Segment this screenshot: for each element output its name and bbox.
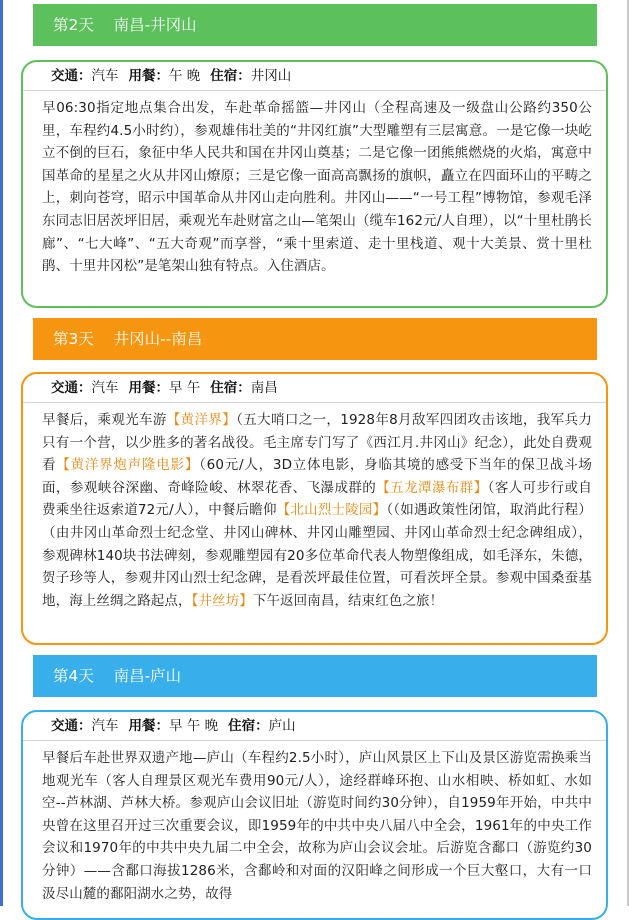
highlighted-attraction: 【黄洋界炮声隆电影】 [56,457,200,474]
description-text: （（如遇政策性闭馆，取消此行程）（由井冈山革命烈士纪念堂、井冈山碑林、井冈山雕塑园、井冈山革命烈士纪念碑组成），参观碑林140块书法碑刻，参观雕塑园有20多位革命代表人物塑像组成，如毛泽东，朱德，贺子珍等人，参观井冈山烈士纪念碑，是看茨坪最佳位置，可看茨坪全景。参观中国桑蚕基地，海上丝绸之路起点， [42,502,592,609]
description-text: 下午返回南昌，结束红色之旅！ [252,592,444,609]
day-4-header: 第4天 南昌-庐山 [33,655,597,697]
day-3-box [21,372,608,645]
day-2-box [21,60,608,308]
meals-label: 用餐： [128,718,169,734]
lodging-label: 住宿： [228,718,269,734]
page-left-edge [0,0,3,906]
transport-label: 交通： [51,68,92,84]
day-4-transport: 汽车 [91,718,119,734]
day-3-meals: 早 午 [169,380,201,396]
day-4-description [23,741,606,905]
day-2-header: 第2天 南昌-井冈山 [33,4,597,46]
day-4-lodging: 庐山 [268,718,296,734]
day-4-meta [23,712,606,741]
day-2-description [23,91,606,278]
lodging-label: 住宿： [210,380,251,396]
highlighted-attraction: 【五龙潭瀑布群】 [376,479,488,496]
description-text: 早餐后车赴世界双遗产地—庐山（车程约2.5小时），庐山风景区上下山及景区游览需换乘当地观光车（客人自理景区观光车费用90元/人），途经群峰环抱、山水相映、桥如虹、水如空--芦林湖、芦林大桥。参观庐山会议旧址（游览时间约30分钟），自1959年开始，中共中央曾在这里召开过三次重要会议，即1959年的中共中央八届八中全会，1961年的中央工作会议和1970年的中共中央九届二中全会，故称为庐山会议会址。后游览含鄱口（游览约30分钟）——含鄱口海拔1286米，含鄱岭和对面的汉阳峰之间形成一个巨大壑口，大有一口汲尽山麓的鄱阳湖水之势，故得 [42,750,592,902]
day-3-meta [23,374,606,403]
day-3-lodging: 南昌 [250,380,278,396]
description-text: （客人可步行或自费乘坐往返索道72元/人），中餐后瞻仰 [42,479,592,519]
meals-label: 用餐： [128,380,169,396]
transport-label: 交通： [51,718,92,734]
day-3-transport: 汽车 [91,380,119,396]
description-text: 早06:30指定地点集合出发，车赴革命摇篮—井冈山（全程高速及一级盘山公路约350公里，车程约4.5小时约），参观雄伟壮美的“井冈红旗”大型雕塑有三层寓意。一是它像一块屹立不倒的巨石，象征中华人民共和国在井冈山奠基；二是它像一团熊熊燃烧的火焰，寓意中国革命的星星之火从井冈山燎原；三是它像一面高高飘扬的旗帜，矗立在四面环山的平畴之上，刺向苍穹，昭示中国革命从井冈山走向胜利。井冈山——“一号工程”博物馆，参观毛泽东同志旧居茨坪旧居，乘观光车赴财富之山—笔架山（缆车162元/人自理），以“十里杜鹃长廊”、“七大峰”、“五大奇观”而享誉，“乘十里索道、走十里栈道、观十大美景、赏十里杜鹃、十里井冈松”是笔架山独有特点。入住酒店。 [42,100,592,275]
transport-label: 交通： [51,380,92,396]
meals-label: 用餐： [128,68,169,84]
day-4-box [21,710,608,920]
day-2-meals: 午 晚 [169,68,201,84]
description-text: 早餐后，乘观光车游 [42,412,167,428]
day-3-description [23,403,606,612]
day-4-meals: 早 午 晚 [169,718,219,734]
description-text: （60元/人，3D立体电影，身临其境的感受下当年的保卫战斗场面，参观峡谷深幽、奇峰险峻、林翠花香、飞瀑成群的 [42,457,593,496]
highlighted-attraction: 【黄洋界】 [166,412,237,428]
day-2-transport: 汽车 [91,68,119,84]
day-2-meta [23,62,606,91]
description-text: （五大哨口之一，1928年8月敌军四团攻击该地，我军兵力只有一个营，以少胜多的著名战役。毛主席专门写了《西江月.井冈山》纪念），此处自费观看 [42,412,592,474]
lodging-label: 住宿： [210,68,251,84]
highlighted-attraction: 【北山烈士陵园】 [276,502,387,519]
highlighted-attraction: 【井丝坊】 [191,592,253,609]
day-3-header: 第3天 井冈山--南昌 [33,318,597,360]
day-2-lodging: 井冈山 [250,68,292,84]
